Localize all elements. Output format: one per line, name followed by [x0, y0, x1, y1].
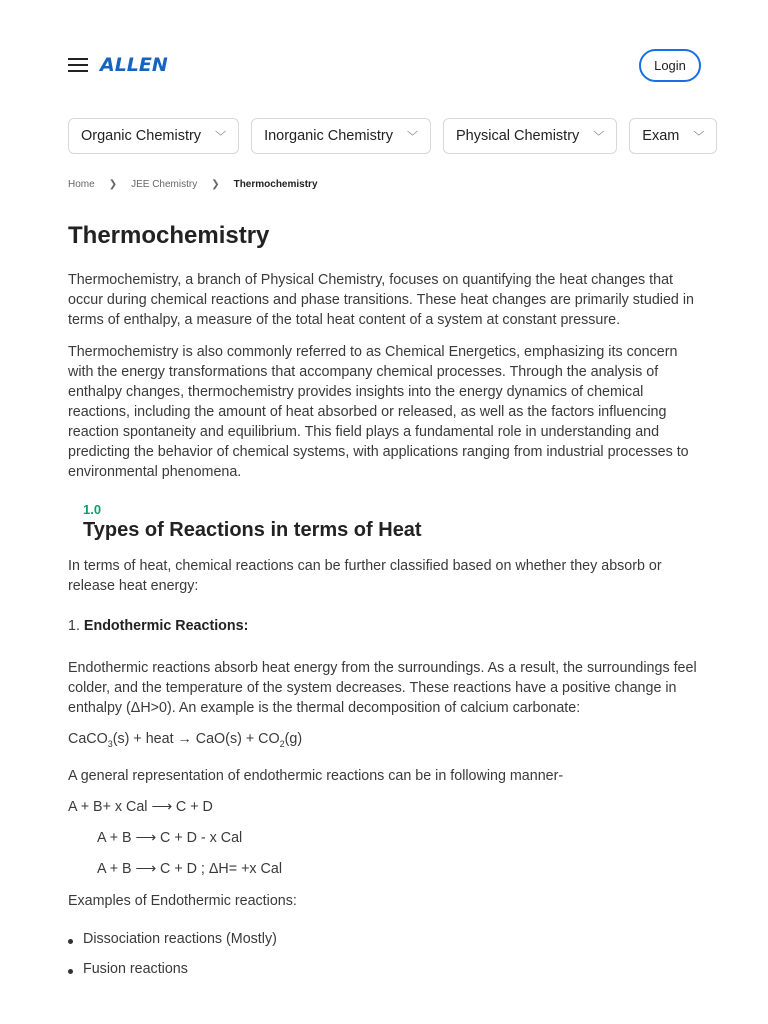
examples-list	[68, 931, 701, 977]
paragraph: In terms of heat, chemical reactions can be further classified based on whether they absorb or release heat energy:	[68, 558, 662, 594]
chevron-down-icon: ﹀	[693, 131, 705, 143]
breadcrumb	[68, 179, 318, 190]
tab-label: Exam	[642, 128, 680, 144]
paragraph: Endothermic reactions absorb heat energy from the surroundings. As a result, the surroundings feel colder, and the temperature of the system decreases. These reactions have a positive change in enthalpy (ΔH>0). An example is the thermal decomposition of calcium carbonate:	[68, 660, 697, 716]
list-item: Dissociation reactions (Mostly)	[68, 931, 701, 947]
tab-exam[interactable]	[629, 118, 717, 154]
header	[68, 48, 701, 82]
chevron-down-icon: ﹀	[407, 131, 418, 143]
menu-icon[interactable]	[68, 58, 88, 72]
section-title: Types of Reactions in terms of Heat	[83, 519, 422, 541]
list-item	[68, 618, 701, 634]
chevron-down-icon: ﹀	[215, 131, 227, 143]
eq-text: (g)	[284, 731, 303, 747]
equation	[68, 730, 701, 754]
tab-physical-chemistry[interactable]	[443, 118, 617, 154]
paragraph: Thermochemistry, a branch of Physical Chemistry, focuses on quantifying the heat changes that occur during chemical reactions and phase transitions. These heat changes are primarily studied in terms of enthalpy, a measure of the total heat content of a system at constant pressure.	[68, 272, 694, 328]
tab-inorganic-chemistry[interactable]	[251, 118, 431, 154]
breadcrumb-current: Thermochemistry	[233, 179, 318, 190]
equation: A + B ⟶ C + D - x Cal	[97, 829, 243, 846]
tab-organic-chemistry[interactable]	[68, 118, 239, 154]
list-item-label: Endothermic Reactions:	[83, 618, 249, 634]
login-button[interactable]: Login	[639, 49, 701, 82]
logo[interactable]: ALLEN	[100, 54, 168, 76]
tab-label: Organic Chemistry	[81, 128, 202, 144]
tab-label: Inorganic Chemistry	[264, 128, 393, 144]
category-tabs	[68, 118, 705, 154]
chevron-right-icon: ❯	[108, 179, 118, 190]
chevron-down-icon: ﹀	[593, 131, 605, 143]
equation: A + B+ x Cal ⟶ C + D	[68, 798, 213, 815]
eq-text: (s) + heat → CaO(s) + CO	[112, 731, 280, 747]
eq-sub: 3	[107, 738, 113, 749]
equation: A + B ⟶ C + D ; ΔH= +x Cal	[97, 860, 282, 877]
list-number: 1.	[68, 618, 80, 634]
eq-sub: 2	[279, 738, 285, 749]
chevron-right-icon: ❯	[211, 179, 220, 190]
paragraph: Thermochemistry is also commonly referred to as Chemical Energetics, emphasizing its concern with the energy transformations that accompany chemical processes. Through the analysis of enthalpy changes, thermochemistry provides insights into the energy dynamics of chemical reactions, including the amount of heat absorbed or released, as well as the factors influencing reaction spontaneity and equilibrium. This field plays a fundamental role in understanding and predicting the behavior of chemical systems, with applications ranging from industrial processes to environmental phenomena.	[68, 344, 689, 480]
section-number: 1.0	[83, 502, 102, 517]
page-title: Thermochemistry	[68, 222, 270, 249]
tab-label: Physical Chemistry	[456, 128, 580, 144]
paragraph: A general representation of endothermic reactions can be in following manner-	[68, 767, 564, 784]
breadcrumb-home[interactable]: Home	[68, 179, 95, 190]
article	[68, 222, 701, 991]
paragraph: Examples of Endothermic reactions:	[68, 892, 297, 909]
list-item: Fusion reactions	[68, 961, 701, 977]
breadcrumb-jee-chemistry[interactable]: JEE Chemistry	[131, 179, 198, 190]
eq-text: CaCO	[68, 731, 108, 747]
